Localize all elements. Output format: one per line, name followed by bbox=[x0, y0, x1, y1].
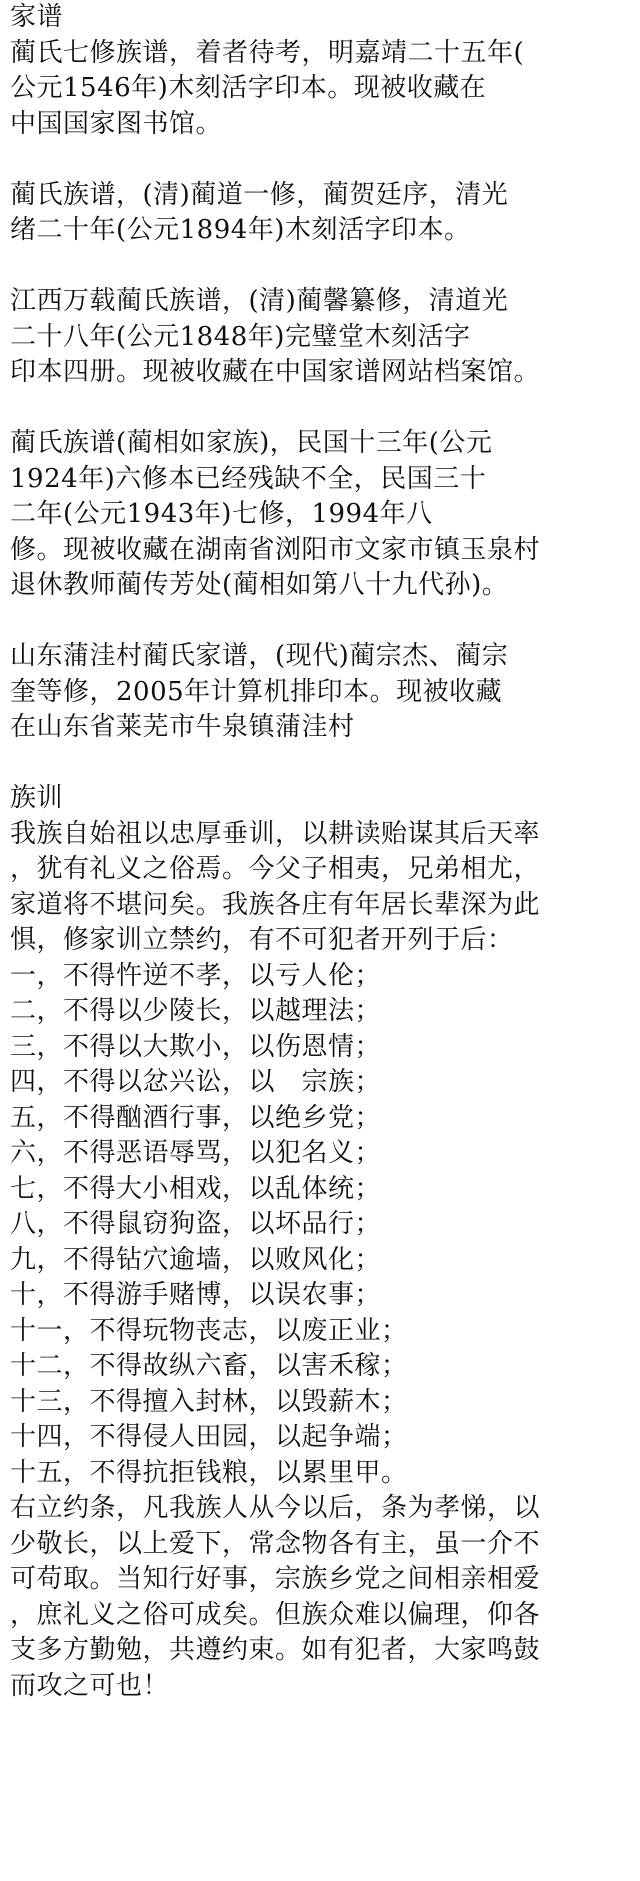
text-line: 三，不得以大欺小，以伤恩情； bbox=[10, 1031, 382, 1062]
text-line: 奎等修，2005年计算机排印本。现被收藏 bbox=[10, 676, 503, 707]
text-line: 而攻之可也！ bbox=[10, 1670, 170, 1701]
text-line: 六，不得恶语辱骂，以犯名义； bbox=[10, 1138, 382, 1168]
text-line: 十一，不得玩物丧志，以废正业； bbox=[10, 1315, 408, 1346]
text-line: 五，不得酗酒行事，以绝乡党； bbox=[10, 1102, 382, 1133]
text-line: 二十八年(公元1848年)完璧堂木刻活字 bbox=[10, 321, 471, 352]
text-line: 十四，不得侵人田园，以起争端； bbox=[10, 1422, 408, 1452]
text-line: 中国国家图书馆。 bbox=[10, 108, 223, 139]
text-line: 我族自始祖以忠厚垂训，以耕读贻谋其后天率 bbox=[10, 818, 541, 849]
text-line: 山东蒲洼村蔺氏家谱，(现代)蔺宗杰、蔺宗 bbox=[10, 641, 509, 671]
text-line: 在山东省莱芜市牛泉镇蒲洼村 bbox=[10, 712, 355, 742]
text-line: 十三，不得擅入封林，以毁薪木； bbox=[10, 1386, 408, 1417]
text-line: 右立约条，凡我族人从今以后，条为孝悌，以 bbox=[10, 1493, 541, 1523]
text-line: 惧，修家训立禁约，有不可犯者开列于后： bbox=[10, 925, 514, 955]
text-line: 公元1546年)木刻活字印本。现被收藏在 bbox=[10, 73, 487, 103]
text-line: 可苟取。当知行好事，宗族乡党之间相亲相爱 bbox=[10, 1564, 541, 1594]
text-line: 十二，不得故纵六畜，以害禾稼； bbox=[10, 1351, 408, 1381]
text-line: 八，不得鼠窃狗盗，以坏品行； bbox=[10, 1209, 382, 1239]
text-line: ，犹有礼义之俗焉。今父子相夷，兄弟相尤， bbox=[10, 854, 541, 884]
text-line: 一，不得忤逆不孝，以亏人伦； bbox=[10, 960, 382, 991]
text-line: 七，不得大小相戏，以乱体统； bbox=[10, 1173, 382, 1204]
text-line: 退休教师蔺传芳处(蔺相如第八十九代孙)。 bbox=[10, 570, 509, 600]
text-line: 四，不得以忿兴讼，以 宗族； bbox=[10, 1067, 382, 1097]
text-line: 十五，不得抗拒钱粮，以累里甲。 bbox=[10, 1457, 408, 1488]
text-line: 二年(公元1943年)七修，1994年八 bbox=[10, 499, 433, 529]
text-line: 蔺氏族谱，(清)蔺道一修，蔺贺廷序，清光 bbox=[10, 179, 509, 210]
text-line: 1924年)六修本已经残缺不全，民国三十 bbox=[10, 463, 487, 494]
text-line: 绪二十年(公元1894年)木刻活字印本。 bbox=[10, 215, 471, 245]
text-line: 修。现被收藏在湖南省浏阳市文家市镇玉泉村 bbox=[10, 534, 541, 565]
text-line: 二，不得以少陵长，以越理法； bbox=[10, 996, 382, 1026]
text-line: 支多方勤勉，共遵约束。如有犯者，大家鸣鼓 bbox=[10, 1635, 541, 1665]
text-line: 印本四册。现被收藏在中国家谱网站档案馆。 bbox=[10, 357, 541, 387]
text-line: ，庶礼义之俗可成矣。但族众难以偏理，仰各 bbox=[10, 1599, 541, 1630]
text-line: 九，不得钻穴逾墙，以败风化； bbox=[10, 1244, 382, 1275]
text-line: 家道将不堪问矣。我族各庄有年居长辈深为此 bbox=[10, 889, 541, 920]
text-line: 江西万载蔺氏族谱，(清)蔺馨纂修，清道光 bbox=[10, 286, 509, 316]
text-line: 家谱 bbox=[10, 2, 64, 32]
text-line: 十，不得游手赌博，以误农事； bbox=[10, 1280, 382, 1310]
text-line: 蔺氏七修族谱，着者待考，明嘉靖二十五年( bbox=[10, 37, 525, 68]
text-line: 蔺氏族谱(蔺相如家族)，民国十三年(公元 bbox=[10, 428, 493, 458]
text-line: 族训 bbox=[10, 783, 64, 813]
text-line: 少敬长，以上爱下，常念物各有主，虽一介不 bbox=[10, 1528, 541, 1559]
